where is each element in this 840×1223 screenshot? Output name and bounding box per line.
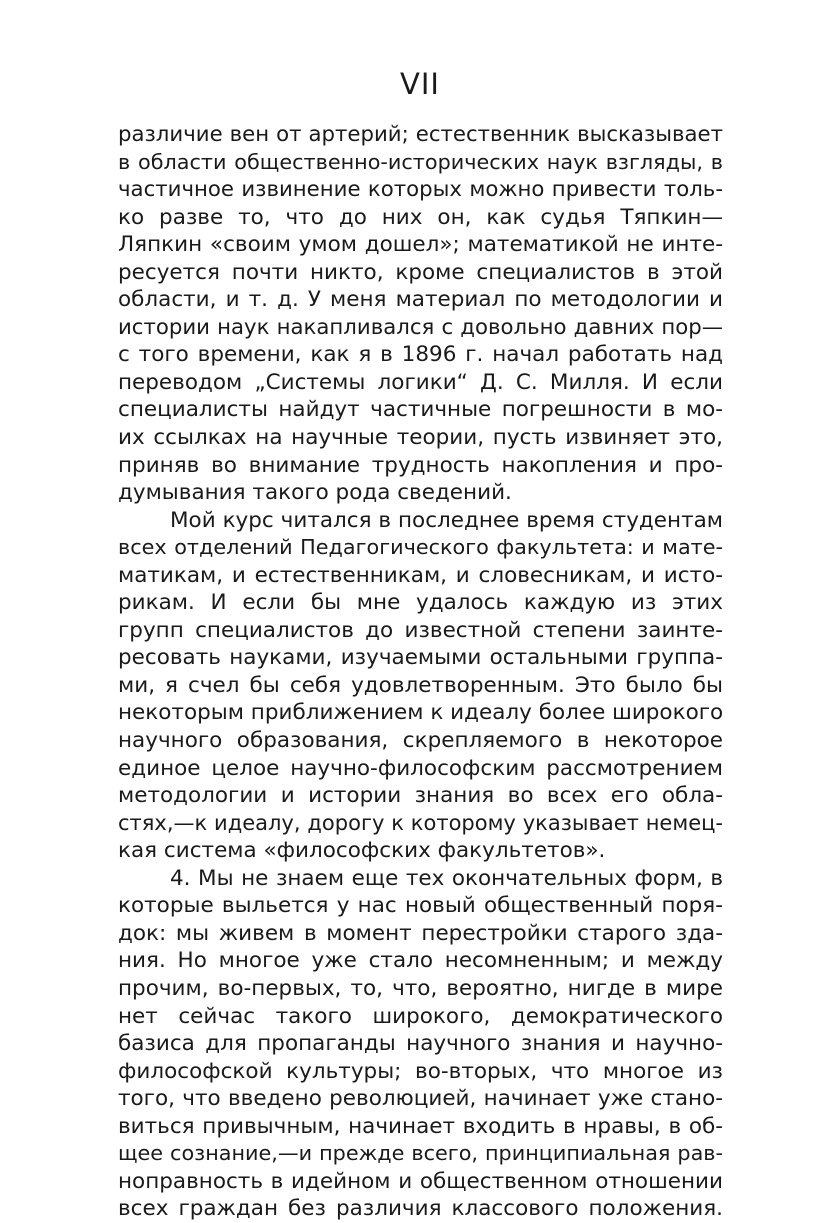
text-line: ко разве то, что до них он, как судья Тяпкин—: [118, 204, 723, 230]
text-line: области, и т. д. У меня материал по методологии и: [118, 287, 723, 313]
text-line: думывания такого рода сведений.: [118, 480, 512, 506]
text-line: различие вен от артерий; естественник высказывает: [118, 122, 723, 147]
text-line: методологии и истории знания во всех его обла-: [118, 783, 723, 809]
text-line: стях,—к идеалу, дорогу к которому указывает немец-: [118, 810, 723, 835]
text-line: кая система «философских факультетов».: [118, 838, 606, 864]
text-line: частичное извинение которых можно привести толь-: [118, 177, 723, 203]
text-line: групп специалистов до известной степени заинте-: [118, 617, 723, 643]
text-line: щее сознание,—и прежде всего, принципиальная рав-: [118, 1141, 723, 1166]
text-line: ния. Но многое уже стало несомненным; и между: [118, 948, 723, 974]
text-line: приняв во внимание трудность накопления и про-: [118, 452, 723, 478]
text-line: 4. Мы не знаем еще тех окончательных форм, в: [170, 865, 723, 891]
text-line: ноправность в идейном и общественном отношении: [118, 1168, 723, 1194]
text-line: всех отделений Педагогического факультета: и мате-: [118, 535, 723, 560]
text-line: единое целое научно-философским рассмотрением: [118, 755, 723, 781]
paragraph: [118, 507, 723, 865]
text-line: философской культуры; во-вторых, что многое из: [118, 1058, 723, 1084]
text-line: в области общественно-исторических наук взгляды, в: [118, 149, 723, 174]
text-line: рикам. И если бы мне удалось каждую из этих: [118, 590, 723, 616]
text-line: ми, я счел бы себя удовлетворенным. Это было бы: [118, 672, 723, 698]
text-line: нет сейчас такого широкого, демократического: [118, 1003, 723, 1029]
text-line: некоторым приближением к идеалу более широкого: [118, 700, 723, 726]
text-line: прочим, во-первых, то, что, вероятно, нигде в мире: [118, 975, 723, 1001]
text-line: базиса для пропаганды научного знания и научно-: [118, 1031, 723, 1057]
text-line: матикам, и естественникам, и словесникам, и исто-: [118, 562, 723, 588]
text-line: истории наук накапливался с довольно давних пор—: [118, 314, 723, 340]
text-line: всех граждан без различия классового положения.: [118, 1196, 723, 1222]
text-line: переводом „Системы логики“ Д. С. Милля. И если: [118, 369, 723, 395]
text-line: док: мы живем в момент перестройки старого зда-: [118, 920, 723, 946]
text-line: Мой курс читался в последнее время студентам: [170, 507, 723, 533]
text-line: с того времени, как я в 1896 г. начал работать над: [118, 342, 723, 368]
page-number: VII: [400, 67, 440, 101]
text-line: ресовать науками, изучаемыми остальными группа-: [118, 645, 723, 671]
paragraph: [118, 865, 723, 1223]
body-text: [118, 121, 723, 1223]
text-line: специалисты найдут частичные погрешности в мо-: [118, 397, 723, 423]
text-line: их ссылках на научные теории, пусть извиняет это,: [118, 425, 723, 451]
text-line: виться привычным, начинает входить в нравы, в об-: [118, 1113, 723, 1139]
text-line: которые выльется у нас новый общественный поря-: [118, 893, 723, 919]
text-line: того, что введено революцией, начинает уже стано-: [118, 1086, 723, 1112]
text-line: ресуется почти никто, кроме специалистов в этой: [118, 259, 723, 285]
text-line: научного образования, скрепляемого в некоторое: [118, 728, 723, 754]
paragraph: [118, 121, 723, 507]
text-line: Ляпкин «своим умом дошел»; математикой не инте-: [118, 232, 723, 258]
